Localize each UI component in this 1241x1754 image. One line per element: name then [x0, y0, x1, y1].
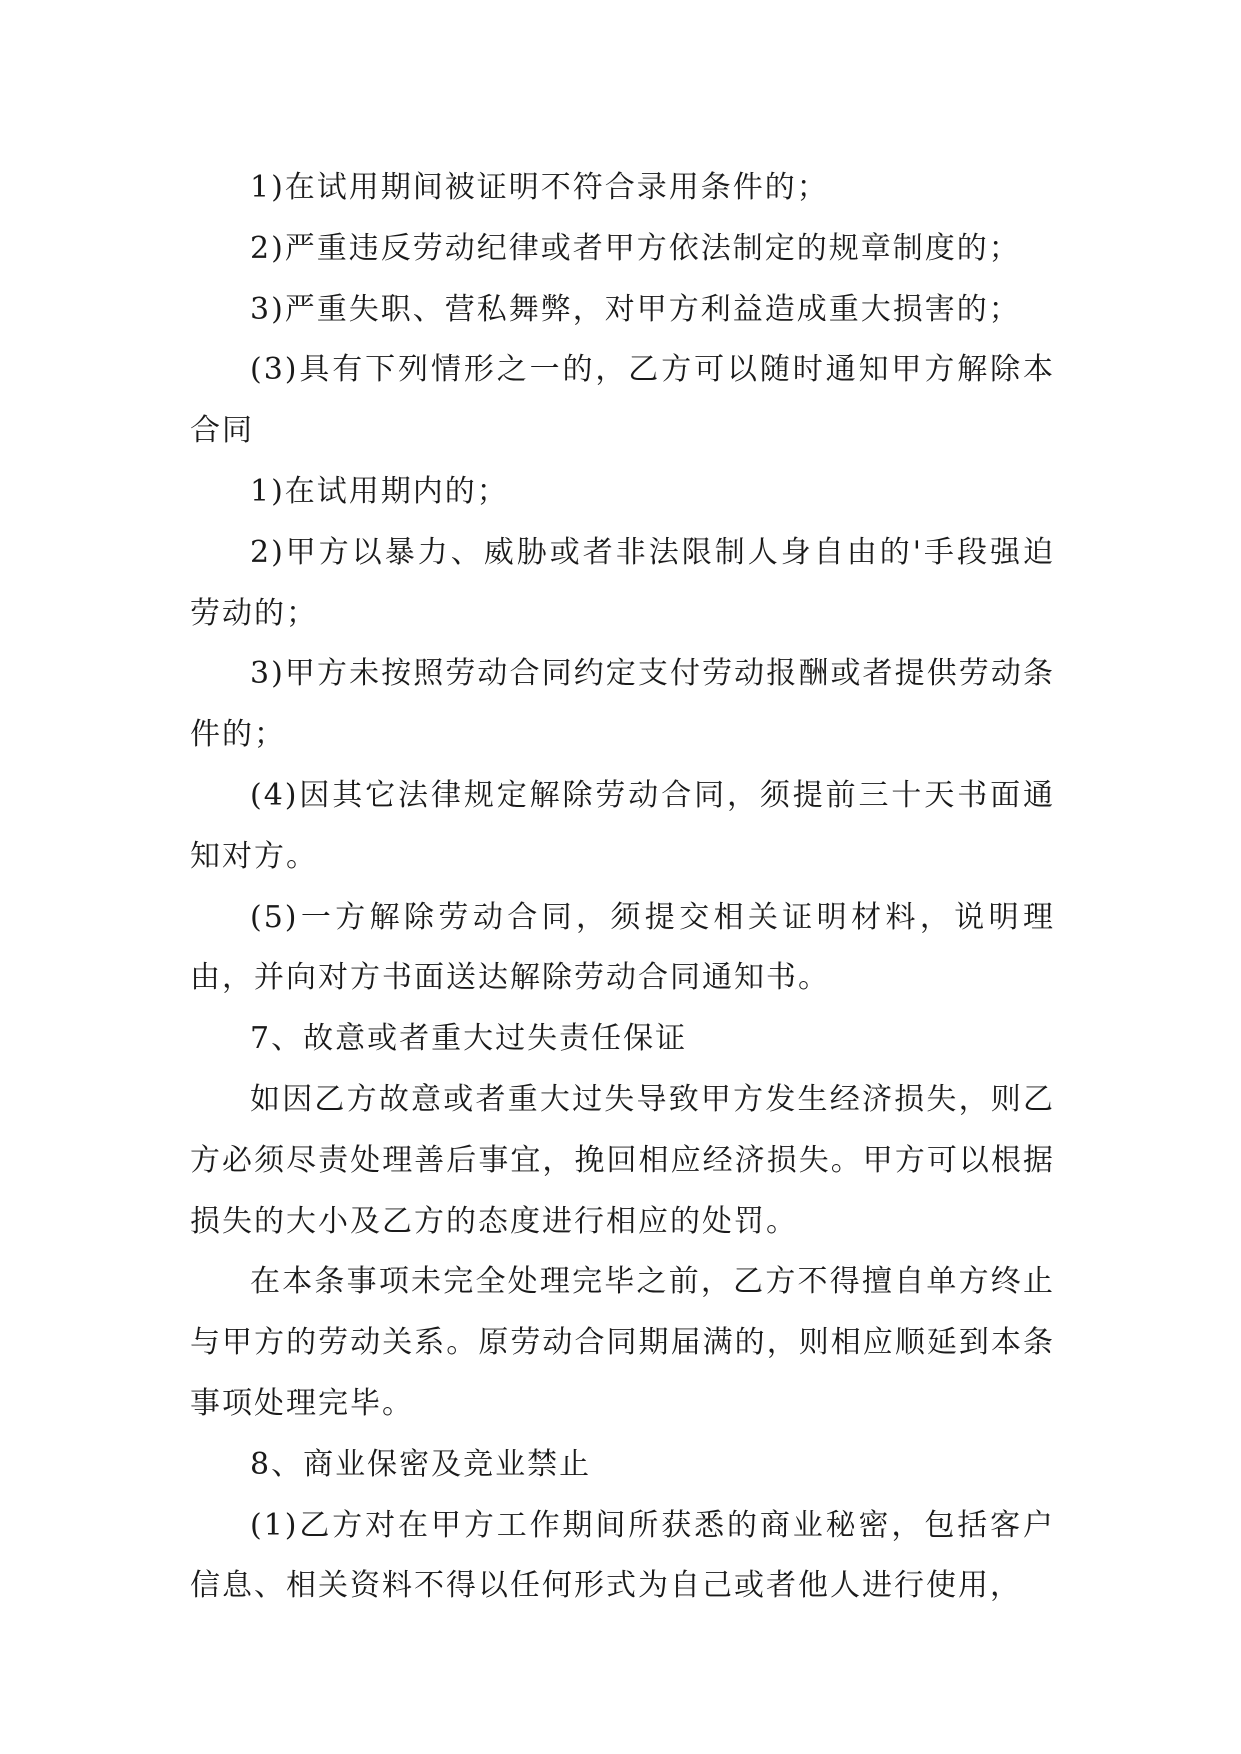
section-heading-7: 7、故意或者重大过失责任保证 — [250, 1021, 688, 1057]
paragraph-5: 1)在试用期内的； — [250, 473, 509, 509]
paragraph-1: 1)在试用期间被证明不符合录用条件的； — [250, 170, 829, 205]
document-page — [190, 158, 1055, 1617]
paragraph-4: (3)具有下列情形之一的，乙方可以随时通知甲方解除本合同 — [190, 352, 1055, 449]
paragraph-3: 3)严重失职、营私舞弊，对甲方利益造成重大损害的； — [250, 291, 1021, 327]
paragraph-6: 2)甲方以暴力、威胁或者非法限制人身自由的'手段强迫劳动的； — [190, 534, 1055, 631]
section-heading-8: 8、商业保密及竞业禁止 — [250, 1446, 592, 1482]
paragraph-9: (5)一方解除劳动合同，须提交相关证明材料，说明理由，并向对方书面送达解除劳动合同通知书。 — [190, 899, 1055, 996]
paragraph-14: (1)乙方对在甲方工作期间所获悉的商业秘密，包括客户信息、相关资料不得以任何形式为自己或者他人进行使用， — [190, 1507, 1055, 1604]
paragraph-12: 在本条事项未完全处理完毕之前，乙方不得擅自单方终止与甲方的劳动关系。原劳动合同期届满的，则相应顺延到本条事项处理完毕。 — [190, 1264, 1055, 1421]
paragraph-2: 2)严重违反劳动纪律或者甲方依法制定的规章制度的； — [250, 230, 1021, 266]
paragraph-11: 如因乙方故意或者重大过失导致甲方发生经济损失，则乙方必须尽责处理善后事宜，挽回相应经济损失。甲方可以根据损失的大小及乙方的态度进行相应的处罚。 — [190, 1081, 1055, 1239]
paragraph-7: 3)甲方未按照劳动合同约定支付劳动报酬或者提供劳动条件的； — [190, 656, 1055, 753]
paragraph-8: (4)因其它法律规定解除劳动合同，须提前三十天书面通知对方。 — [190, 777, 1055, 874]
